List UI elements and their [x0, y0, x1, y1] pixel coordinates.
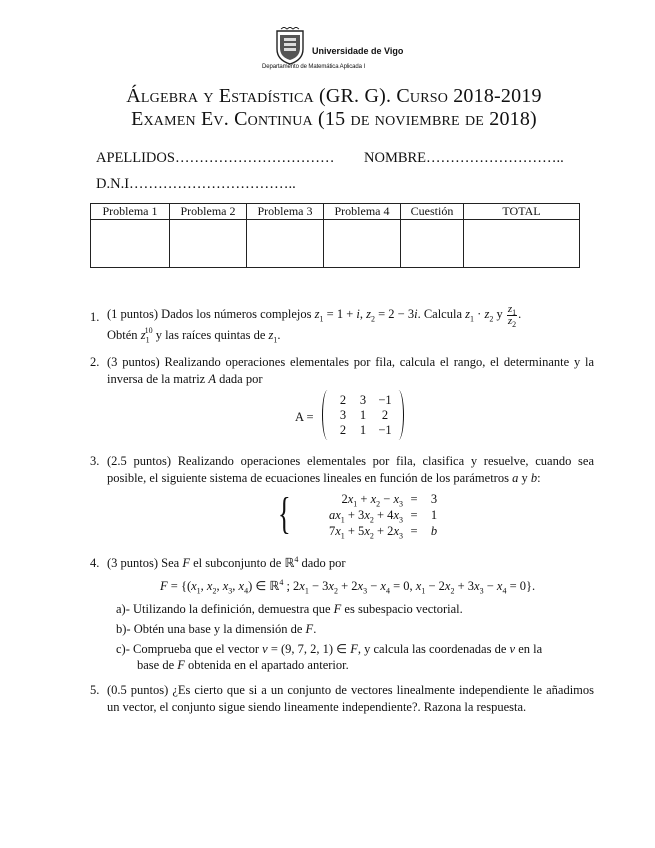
grade-cell[interactable]	[247, 220, 324, 268]
problem-text: (3 puntos) Sea F el subconjunto de ℝ$^4$ dado por	[107, 554, 346, 570]
problem-number: 3.	[90, 454, 100, 468]
grades-table	[90, 203, 580, 268]
equation-row: $ax_1 + 3x_2 + 4x_3 = 1$	[328, 508, 438, 525]
matrix-label: A =	[295, 410, 314, 424]
matrix-cell: 1	[359, 423, 367, 437]
grade-cell[interactable]	[324, 220, 401, 268]
matrix-cell: −1	[378, 423, 392, 437]
header-total: TOTAL	[464, 204, 580, 220]
problem-number: 2.	[90, 355, 100, 369]
equation-row: $7x_1 + 5x_2 + 2x_3 = b$	[328, 524, 438, 541]
grades-header-row	[91, 204, 580, 220]
set-definition: $F = \{(x_1$, $x_2$, $x_3$, $x_4$) ∈ ℝ$^4$ ; $2x_1 - 3x_2 + 2x_3 - x_4 = 0$, $x_1 - 2x_2 + 3x_3 - x_4 = 0$}.	[160, 577, 536, 596]
matrix-cell: −1	[378, 393, 392, 407]
grade-cell[interactable]	[170, 220, 247, 268]
problem-text: (0.5 puntos) ¿Es cierto que si a un conjunto de vectores linealmente independiente le añadimos un vector, el conjunto sigue siendo lineamente independiente?. Razona la respuesta.	[107, 683, 595, 714]
right-paren	[393, 390, 404, 440]
problem-4-item-b: b)- Obtén una base y la dimensión de F.	[116, 622, 317, 636]
name-field[interactable]: NOMBRE………………………..	[364, 150, 564, 166]
dni-field[interactable]: D.N.I……………………………..	[96, 176, 296, 192]
grades-entry-row	[91, 220, 580, 268]
grade-cell[interactable]	[464, 220, 580, 268]
problem-4-item-c: c)- Comprueba que el vector v = (9, 7, 2, 1) ∈ F, y calcula las coordenadas de v en la	[116, 642, 543, 656]
problem-number: 1.	[90, 310, 100, 324]
grade-cell[interactable]	[401, 220, 464, 268]
problem-number: 4.	[90, 556, 100, 570]
matrix-cell: 2	[339, 393, 347, 407]
university-crest-icon	[275, 27, 305, 65]
matrix-cell: 1	[359, 408, 367, 422]
surname-field[interactable]: APELLIDOS……………………………	[96, 150, 335, 166]
matrix-cell: 3	[339, 408, 347, 422]
university-name: Universidade de Vigo	[312, 46, 404, 56]
problem-text: (1 puntos) Dados los números complejos $z_1 = 1 + i$, $z_2 = 2 - 3i$. Calcula $z_1 \cdot z_2$ y $\frac{z_1}{z_2}$ . Obtén $z_1^{10}$ y las raíces quintas de $z_1$.	[107, 302, 522, 345]
problem-text: (3 puntos) Realizando operaciones elementales por fila, calcula el rango, el determinante y la inversa de la matriz A dada por	[107, 355, 594, 386]
matrix-cell: 2	[381, 408, 389, 422]
equation-row: $2x_1 + x_2 - x_3 = 3$	[341, 492, 438, 509]
grade-cell[interactable]	[91, 220, 170, 268]
left-paren	[322, 390, 333, 440]
header-problema-2: Problema 2	[170, 204, 247, 220]
department-name: Departamento de Matemática Aplicada I	[262, 64, 366, 70]
problem-4-item-c-cont: base de F obtenida en el apartado anterior.	[137, 658, 349, 672]
matrix-cell: 3	[359, 393, 367, 407]
problem-text: (2.5 puntos) Realizando operaciones elementales por fila, clasifica y resuelve, cuando sea posible, el siguiente sistema de ecuaciones lineales en función de los parámetros a y b:	[107, 454, 594, 485]
problem-4-item-a: a)- Utilizando la definición, demuestra que F es subespacio vectorial.	[116, 602, 463, 616]
matrix-entries	[333, 393, 397, 438]
exam-title-line2: Examen Ev. Continua (15 de noviembre de 2018)	[131, 108, 537, 130]
matrix-cell: 2	[339, 423, 347, 437]
problem-number: 5.	[90, 683, 100, 697]
header-problema-3: Problema 3	[247, 204, 324, 220]
header-cuestion: Cuestión	[401, 204, 464, 220]
exam-title-line1: Álgebra y Estadística (GR. G). Curso 2018-2019	[126, 85, 542, 107]
left-brace: {	[278, 489, 291, 538]
header-problema-1: Problema 1	[91, 204, 170, 220]
header-problema-4: Problema 4	[324, 204, 401, 220]
